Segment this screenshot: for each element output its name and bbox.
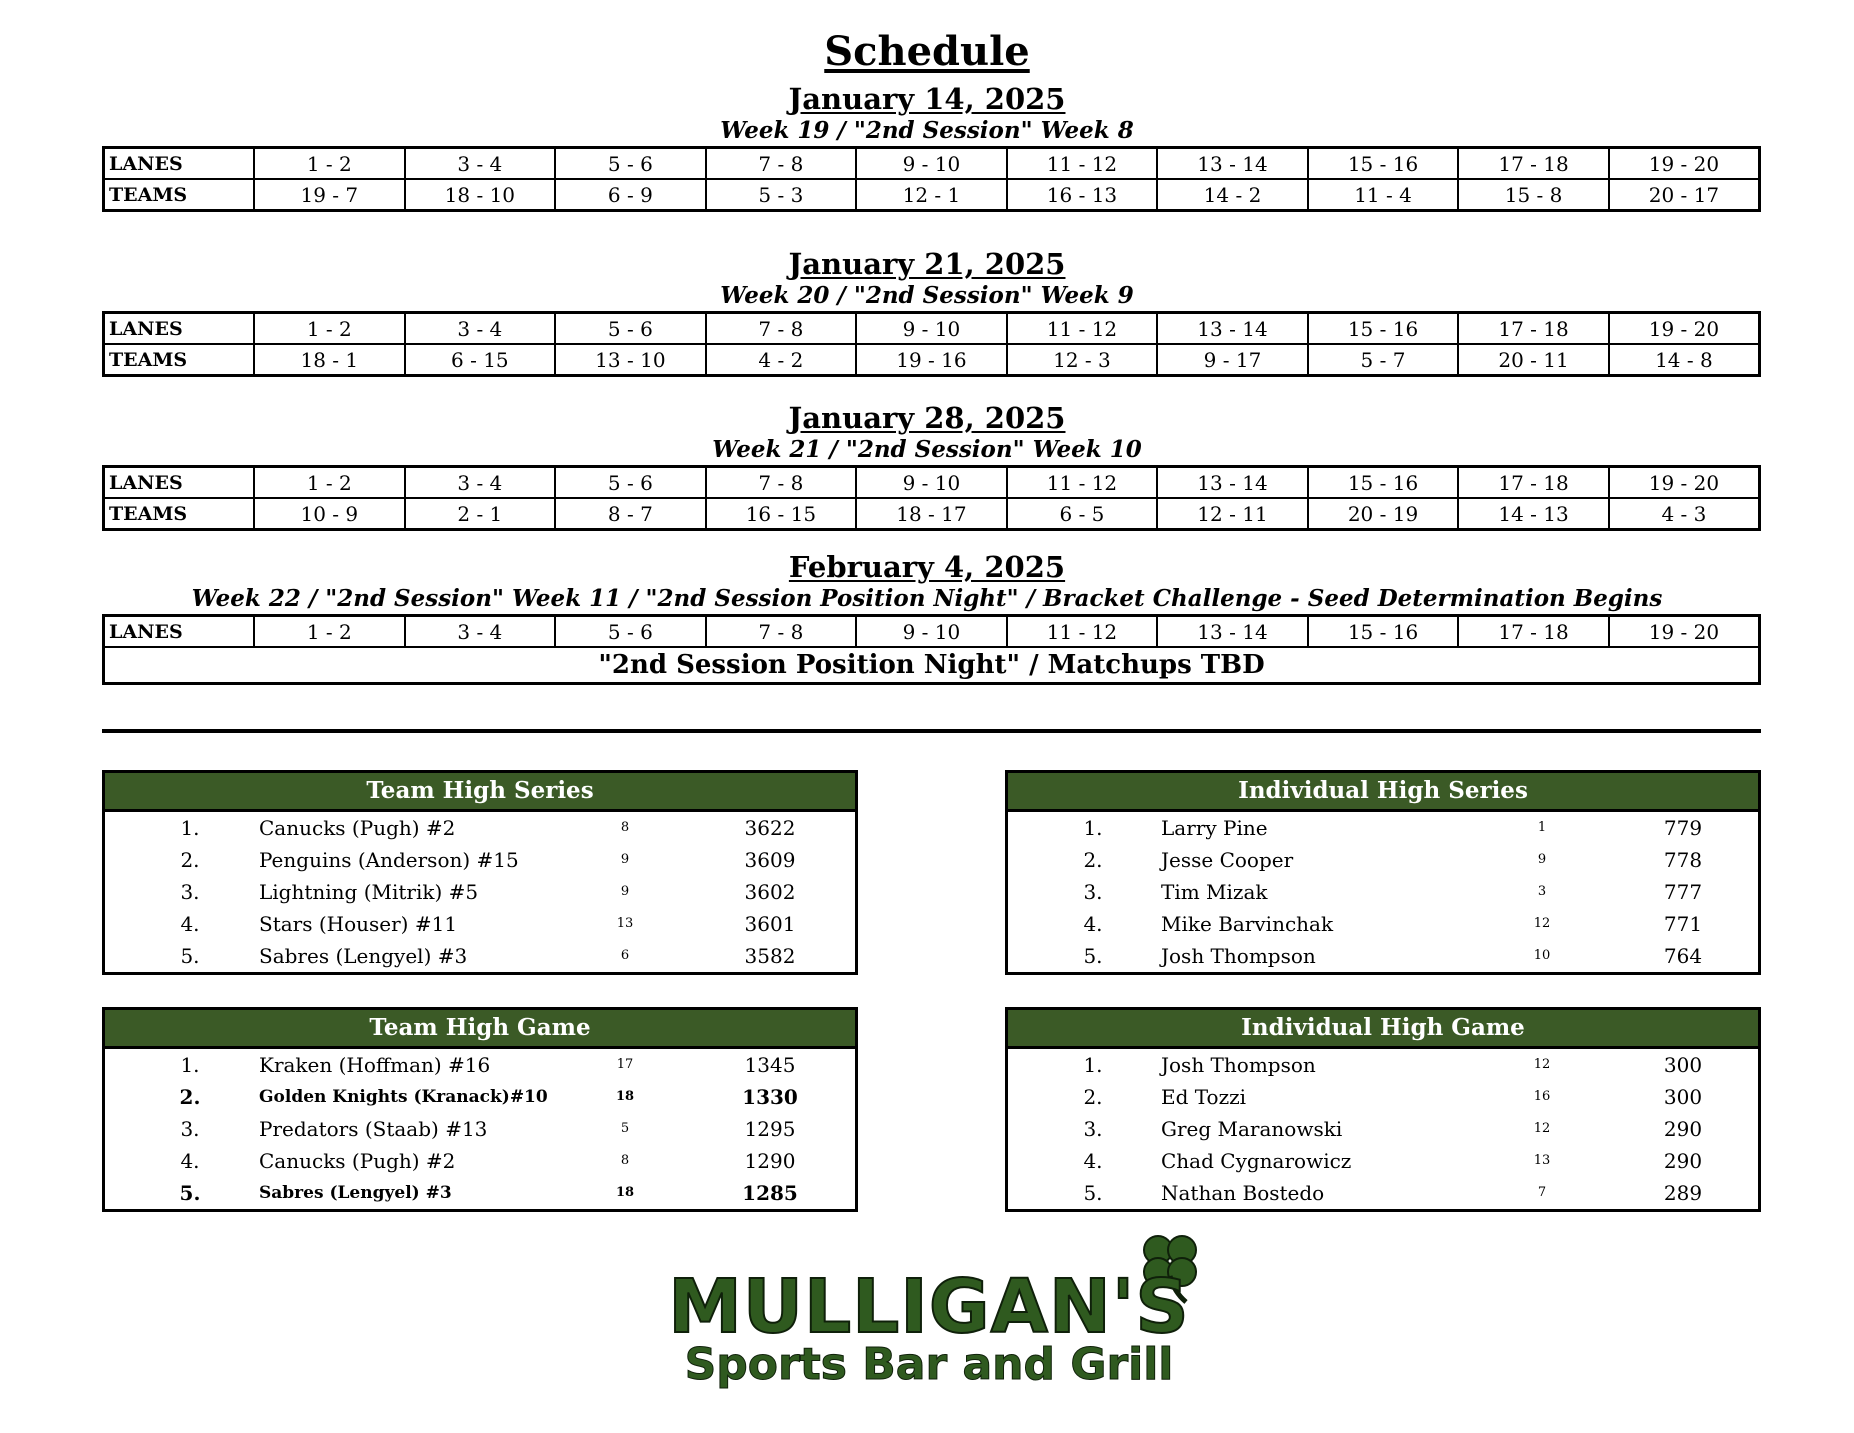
stat-row: [1008, 940, 1758, 972]
lanes-label: LANES: [104, 148, 255, 180]
page-title: [0, 28, 1854, 75]
matchup-cell: 20 - 11: [1458, 344, 1609, 376]
name: Mike Barvinchak: [1161, 912, 1334, 936]
score: 3582: [744, 944, 796, 968]
rank: 1.: [180, 816, 200, 840]
week-subtitle: Week 20 / "2nd Session" Week 9: [720, 282, 1134, 309]
section-divider: [102, 729, 1761, 733]
matchup-cell: 18 - 1: [254, 344, 405, 376]
score: 1290: [744, 1149, 796, 1173]
team-number: 18: [615, 1089, 635, 1104]
team-number: 6: [620, 948, 630, 963]
score: 3622: [744, 816, 796, 840]
team-number: 10: [1533, 948, 1551, 963]
matchup-cell: 14 - 2: [1157, 179, 1308, 211]
stat-row: [105, 908, 855, 940]
matchup-cell: 12 - 1: [856, 179, 1007, 211]
lane-cell: 19 - 20: [1609, 467, 1760, 499]
matchup-cell: 11 - 4: [1308, 179, 1459, 211]
mulligans-logo: [598, 1226, 1260, 1390]
week-date-text: January 14, 2025: [788, 82, 1066, 116]
logo-name: MULLIGAN'S: [668, 1264, 1190, 1350]
team-number: 1: [1537, 820, 1547, 835]
rank: 4.: [1083, 912, 1103, 936]
team-number: 5: [620, 1121, 630, 1136]
name: Canucks (Pugh) #2: [259, 816, 456, 840]
stat-row: [105, 812, 855, 844]
teams-label: TEAMS: [104, 179, 255, 211]
lane-cell: 17 - 18: [1458, 148, 1609, 180]
name: Kraken (Hoffman) #16: [259, 1053, 491, 1077]
matchup-cell: 16 - 15: [706, 498, 857, 530]
lane-cell: 11 - 12: [1007, 467, 1158, 499]
score: 3609: [744, 848, 796, 872]
week-block-2: [0, 247, 1854, 377]
box-header: Individual High Series: [1008, 773, 1758, 812]
schedule-table: [102, 311, 1761, 377]
team-number: 16: [1533, 1089, 1551, 1104]
team-number: 12: [1533, 916, 1551, 931]
team-number: 9: [620, 884, 630, 899]
name: Predators (Staab) #13: [259, 1117, 488, 1141]
name: Josh Thompson: [1161, 1053, 1316, 1077]
lane-cell: 17 - 18: [1458, 616, 1609, 648]
lane-cell: 13 - 14: [1157, 148, 1308, 180]
stat-row: [1008, 1145, 1758, 1177]
rank: 2.: [1083, 848, 1103, 872]
rank: 1.: [1083, 1053, 1103, 1077]
rank: 5.: [179, 1181, 201, 1205]
lane-cell: 19 - 20: [1609, 616, 1760, 648]
score: 300: [1663, 1053, 1703, 1077]
stat-row: [105, 1177, 855, 1209]
score: 1285: [742, 1181, 798, 1205]
lanes-row: [104, 313, 1760, 345]
lane-cell: 17 - 18: [1458, 313, 1609, 345]
lane-cell: 9 - 10: [856, 148, 1007, 180]
week-block-4: [0, 550, 1854, 685]
score: 779: [1663, 816, 1703, 840]
week-date-text: January 28, 2025: [788, 401, 1066, 435]
teams-row: [104, 179, 1760, 211]
lane-cell: 13 - 14: [1157, 467, 1308, 499]
week-date: [0, 401, 1854, 435]
name: Ed Tozzi: [1161, 1085, 1247, 1109]
lanes-row: [104, 148, 1760, 180]
lane-cell: 9 - 10: [856, 616, 1007, 648]
rank: 3.: [1083, 880, 1103, 904]
matchup-cell: 8 - 7: [555, 498, 706, 530]
name: Nathan Bostedo: [1161, 1181, 1325, 1205]
team-high-series-box: [102, 770, 858, 975]
rank: 5.: [1083, 944, 1103, 968]
stat-row: [1008, 1049, 1758, 1081]
week-block-1: [0, 82, 1854, 212]
lanes-label: LANES: [104, 313, 255, 345]
position-night-note: "2nd Session Position Night" / Matchups TBD: [104, 647, 1760, 684]
stat-row: [1008, 876, 1758, 908]
score: 290: [1663, 1117, 1703, 1141]
box-header: Team High Series: [105, 773, 855, 812]
note-row: [104, 647, 1760, 684]
name: Canucks (Pugh) #2: [259, 1149, 456, 1173]
score: 1345: [744, 1053, 796, 1077]
team-number: 12: [1533, 1121, 1551, 1136]
team-number: 18: [615, 1185, 635, 1200]
lane-cell: 5 - 6: [555, 313, 706, 345]
logo-tagline: Sports Bar and Grill: [684, 1339, 1174, 1390]
team-number: 17: [616, 1057, 634, 1072]
matchup-cell: 19 - 16: [856, 344, 1007, 376]
schedule-table: [102, 146, 1761, 212]
lane-cell: 1 - 2: [254, 148, 405, 180]
week-subtitle: Week 19 / "2nd Session" Week 8: [720, 117, 1134, 144]
box-header: Individual High Game: [1008, 1010, 1758, 1049]
score: 764: [1663, 944, 1703, 968]
matchup-cell: 18 - 10: [405, 179, 556, 211]
lane-cell: 11 - 12: [1007, 616, 1158, 648]
matchup-cell: 4 - 3: [1609, 498, 1760, 530]
lane-cell: 9 - 10: [856, 313, 1007, 345]
score: 289: [1663, 1181, 1703, 1205]
week-subtitle: Week 21 / "2nd Session" Week 10: [712, 436, 1142, 463]
page-title-text: Schedule: [824, 28, 1030, 75]
score: 3602: [744, 880, 796, 904]
team-number: 9: [1537, 852, 1547, 867]
lanes-label: LANES: [104, 616, 255, 648]
lane-cell: 5 - 6: [555, 616, 706, 648]
lane-cell: 13 - 14: [1157, 616, 1308, 648]
lanes-label: LANES: [104, 467, 255, 499]
schedule-table: [102, 465, 1761, 531]
team-number: 7: [1537, 1185, 1547, 1200]
team-number: 9: [620, 852, 630, 867]
stat-row: [105, 844, 855, 876]
matchup-cell: 6 - 5: [1007, 498, 1158, 530]
matchup-cell: 15 - 8: [1458, 179, 1609, 211]
name: Stars (Houser) #11: [259, 912, 458, 936]
rank: 2.: [179, 1085, 201, 1109]
matchup-cell: 20 - 17: [1609, 179, 1760, 211]
individual-high-series-box: [1005, 770, 1761, 975]
lane-cell: 1 - 2: [254, 616, 405, 648]
rank: 2.: [180, 848, 200, 872]
matchup-cell: 14 - 8: [1609, 344, 1760, 376]
lane-cell: 1 - 2: [254, 313, 405, 345]
matchup-cell: 12 - 3: [1007, 344, 1158, 376]
lanes-row: [104, 467, 1760, 499]
score: 3601: [744, 912, 796, 936]
name: Penguins (Anderson) #15: [259, 848, 519, 872]
lane-cell: 7 - 8: [706, 313, 857, 345]
week-date-text: February 4, 2025: [788, 550, 1066, 584]
stat-row: [1008, 1177, 1758, 1209]
matchup-cell: 6 - 15: [405, 344, 556, 376]
lane-cell: 5 - 6: [555, 148, 706, 180]
lane-cell: 19 - 20: [1609, 313, 1760, 345]
name: Josh Thompson: [1161, 944, 1316, 968]
matchup-cell: 6 - 9: [555, 179, 706, 211]
schedule-table: [102, 614, 1761, 685]
stat-row: [1008, 812, 1758, 844]
stat-row: [105, 876, 855, 908]
rank: 3.: [1083, 1117, 1103, 1141]
rank: 3.: [180, 880, 200, 904]
lane-cell: 7 - 8: [706, 616, 857, 648]
teams-row: [104, 498, 1760, 530]
lane-cell: 5 - 6: [555, 467, 706, 499]
lane-cell: 11 - 12: [1007, 313, 1158, 345]
matchup-cell: 14 - 13: [1458, 498, 1609, 530]
matchup-cell: 12 - 11: [1157, 498, 1308, 530]
team-number: 13: [1533, 1153, 1551, 1168]
week-block-3: [0, 401, 1854, 531]
name: Chad Cygnarowicz: [1161, 1149, 1352, 1173]
rank: 4.: [180, 912, 200, 936]
score: 777: [1663, 880, 1703, 904]
score: 771: [1663, 912, 1703, 936]
matchup-cell: 19 - 7: [254, 179, 405, 211]
matchup-cell: 10 - 9: [254, 498, 405, 530]
team-number: 8: [620, 1153, 630, 1168]
week-subtitle: Week 22 / "2nd Session" Week 11 / "2nd Session Position Night" / Bracket Challenge - Seed Determination Begins: [191, 585, 1663, 612]
lane-cell: 15 - 16: [1308, 313, 1459, 345]
rank: 1.: [1083, 816, 1103, 840]
week-date: [0, 550, 1854, 584]
lane-cell: 13 - 14: [1157, 313, 1308, 345]
score: 300: [1663, 1085, 1703, 1109]
teams-label: TEAMS: [104, 498, 255, 530]
lanes-row: [104, 616, 1760, 648]
rank: 5.: [1083, 1181, 1103, 1205]
lane-cell: 1 - 2: [254, 467, 405, 499]
matchup-cell: 5 - 7: [1308, 344, 1459, 376]
week-date: [0, 82, 1854, 116]
lane-cell: 3 - 4: [405, 467, 556, 499]
lane-cell: 3 - 4: [405, 313, 556, 345]
stat-row: [105, 940, 855, 972]
name: Larry Pine: [1161, 816, 1268, 840]
lane-cell: 15 - 16: [1308, 467, 1459, 499]
name: Tim Mizak: [1161, 880, 1268, 904]
matchup-cell: 16 - 13: [1007, 179, 1158, 211]
score: 1330: [742, 1085, 798, 1109]
name: Sabres (Lengyel) #3: [259, 944, 468, 968]
stat-row: [1008, 844, 1758, 876]
rank: 4.: [180, 1149, 200, 1173]
teams-row: [104, 344, 1760, 376]
score: 778: [1663, 848, 1703, 872]
matchup-cell: 18 - 17: [856, 498, 1007, 530]
week-date-text: January 21, 2025: [788, 247, 1066, 281]
teams-label: TEAMS: [104, 344, 255, 376]
rank: 5.: [180, 944, 200, 968]
name: Lightning (Mitrik) #5: [259, 880, 479, 904]
lane-cell: 19 - 20: [1609, 148, 1760, 180]
stat-row: [105, 1113, 855, 1145]
stat-row: [1008, 1113, 1758, 1145]
individual-high-game-box: [1005, 1007, 1761, 1212]
name: Sabres (Lengyel) #3: [259, 1183, 452, 1203]
name: Greg Maranowski: [1161, 1117, 1343, 1141]
stat-row: [1008, 908, 1758, 940]
team-high-game-box: [102, 1007, 858, 1212]
team-number: 12: [1533, 1057, 1551, 1072]
lane-cell: 9 - 10: [856, 467, 1007, 499]
rank: 4.: [1083, 1149, 1103, 1173]
rank: 3.: [180, 1117, 200, 1141]
matchup-cell: 13 - 10: [555, 344, 706, 376]
lane-cell: 15 - 16: [1308, 616, 1459, 648]
rank: 1.: [180, 1053, 200, 1077]
score: 290: [1663, 1149, 1703, 1173]
lane-cell: 7 - 8: [706, 148, 857, 180]
stat-row: [1008, 1081, 1758, 1113]
team-number: 13: [616, 916, 634, 931]
team-number: 3: [1537, 884, 1547, 899]
lane-cell: 3 - 4: [405, 148, 556, 180]
lane-cell: 15 - 16: [1308, 148, 1459, 180]
team-number: 8: [620, 820, 630, 835]
stat-row: [105, 1081, 855, 1113]
lane-cell: 17 - 18: [1458, 467, 1609, 499]
lane-cell: 7 - 8: [706, 467, 857, 499]
matchup-cell: 2 - 1: [405, 498, 556, 530]
box-header: Team High Game: [105, 1010, 855, 1049]
week-date: [0, 247, 1854, 281]
matchup-cell: 5 - 3: [706, 179, 857, 211]
matchup-cell: 20 - 19: [1308, 498, 1459, 530]
score: 1295: [744, 1117, 796, 1141]
lane-cell: 11 - 12: [1007, 148, 1158, 180]
rank: 2.: [1083, 1085, 1103, 1109]
name: Jesse Cooper: [1161, 848, 1294, 872]
stat-row: [105, 1145, 855, 1177]
lane-cell: 3 - 4: [405, 616, 556, 648]
matchup-cell: 4 - 2: [706, 344, 857, 376]
name: Golden Knights (Kranack)#10: [259, 1087, 548, 1107]
stat-row: [105, 1049, 855, 1081]
matchup-cell: 9 - 17: [1157, 344, 1308, 376]
